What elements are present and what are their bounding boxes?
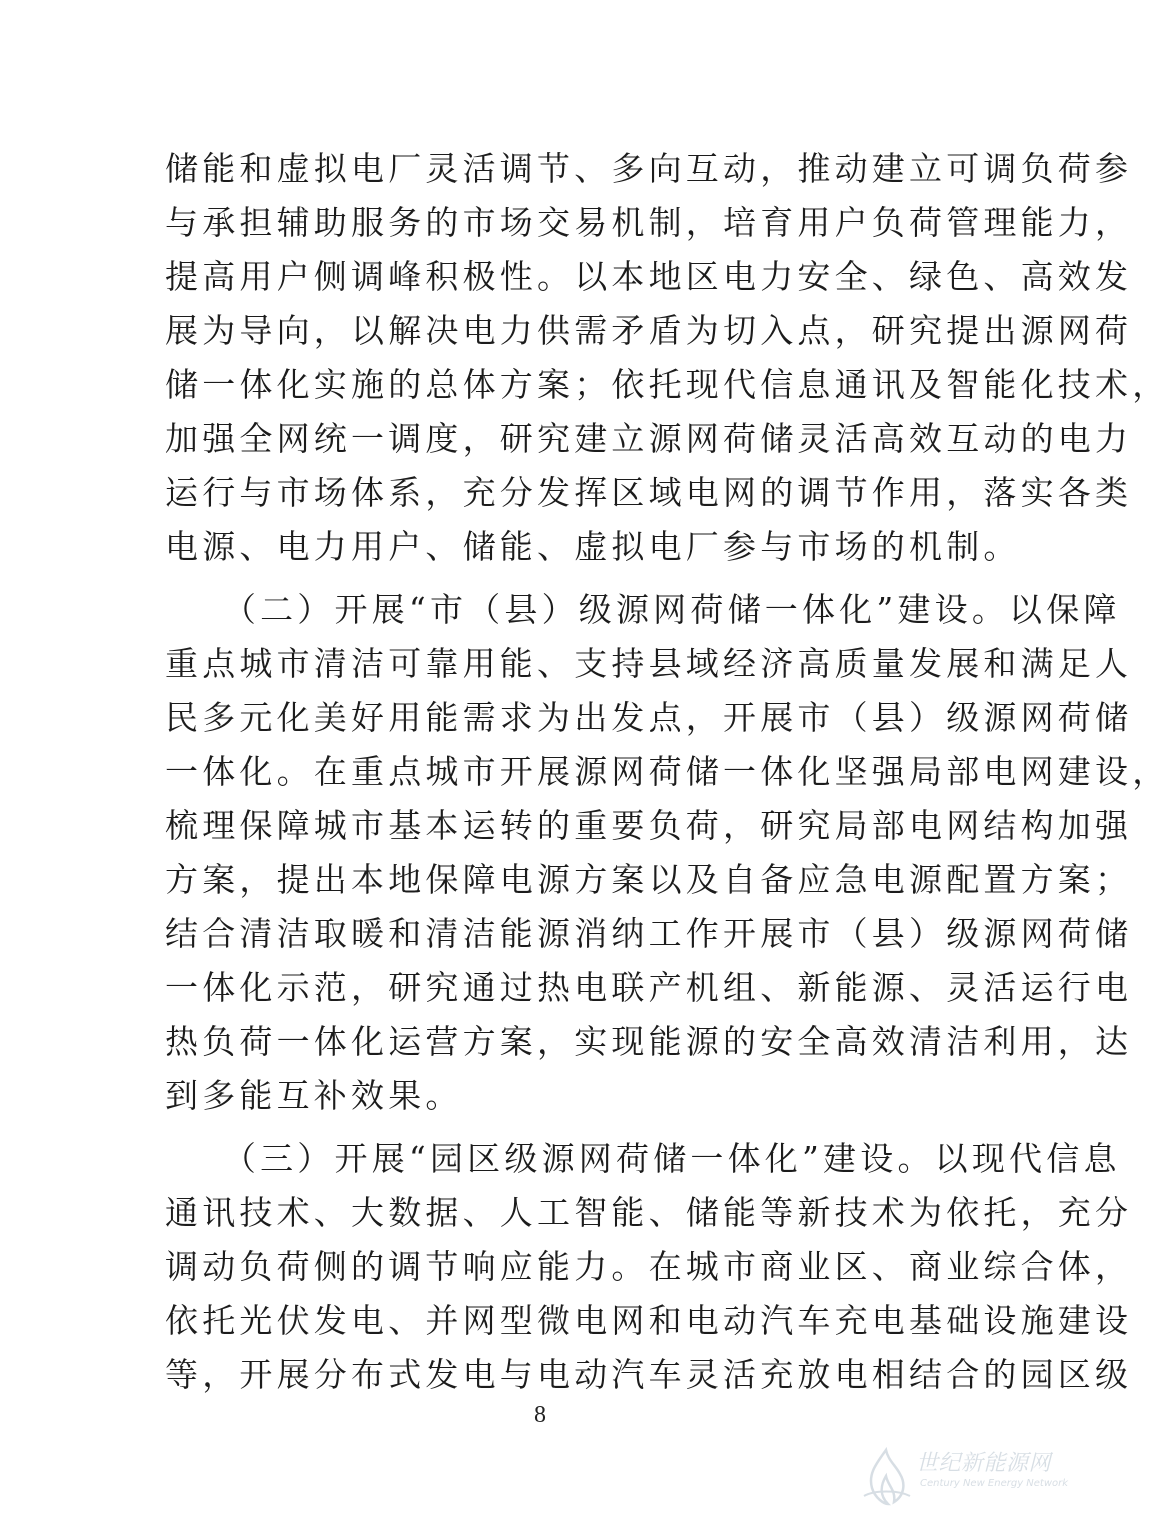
text-line: 调动负荷侧的调节响应能力。在城市商业区、商业综合体， — [165, 1247, 1133, 1286]
text-line: 运行与市场体系，充分发挥区域电网的调节作用，落实各类 — [165, 473, 1133, 512]
text-line: 方案，提出本地保障电源方案以及自备应急电源配置方案； — [165, 860, 1133, 899]
text-line: 一体化。在重点城市开展源网荷储一体化坚强局部电网建设， — [165, 752, 1169, 791]
text-line: 依托光伏发电、并网型微电网和电动汽车充电基础设施建设 — [165, 1301, 1133, 1340]
watermark-title: 世纪新能源网 — [916, 1451, 1052, 1476]
text-line: 梳理保障城市基本运转的重要负荷，研究局部电网结构加强 — [165, 806, 1133, 845]
text-line: 热负荷一体化运营方案，实现能源的安全高效清洁利用，达 — [165, 1022, 1133, 1061]
text-line: 民多元化美好用能需求为出发点，开展市（县）级源网荷储 — [165, 698, 1133, 737]
text-line: 储能和虚拟电厂灵活调节、多向互动，推动建立可调负荷参 — [165, 149, 1133, 188]
text-line: 与承担辅助服务的市场交易机制，培育用户负荷管理能力， — [165, 203, 1133, 242]
watermark — [858, 1442, 1068, 1512]
page-number: 8 — [534, 1402, 546, 1428]
text-line: 一体化示范，研究通过热电联产机组、新能源、灵活运行电 — [165, 968, 1133, 1007]
text-line: 储一体化实施的总体方案；依托现代信息通讯及智能化技术， — [165, 365, 1169, 404]
flame-logo-icon — [858, 1446, 914, 1508]
text-line: 电源、电力用户、储能、虚拟电厂参与市场的机制。 — [165, 527, 1021, 566]
body-text — [165, 142, 1169, 1402]
text-line: 加强全网统一调度，研究建立源网荷储灵活高效互动的电力 — [165, 419, 1133, 458]
section-heading-line: （三）开展“园区级源网荷储一体化”建设。以现代信息 — [165, 1139, 1121, 1178]
text-line: 等，开展分布式发电与电动汽车灵活充放电相结合的园区级 — [165, 1355, 1133, 1394]
section-heading-line: （二）开展“市（县）级源网荷储一体化”建设。以保障 — [165, 590, 1121, 629]
text-line: 重点城市清洁可靠用能、支持县域经济高质量发展和满足人 — [165, 644, 1133, 683]
watermark-subtitle: Century New Energy Network — [920, 1478, 1069, 1489]
text-line: 到多能互补效果。 — [165, 1076, 463, 1115]
text-line: 展为导向，以解决电力供需矛盾为切入点，研究提出源网荷 — [165, 311, 1133, 350]
text-line: 提高用户侧调峰积极性。以本地区电力安全、绿色、高效发 — [165, 257, 1133, 296]
text-line: 结合清洁取暖和清洁能源消纳工作开展市（县）级源网荷储 — [165, 914, 1133, 953]
text-line: 通讯技术、大数据、人工智能、储能等新技术为依托，充分 — [165, 1193, 1133, 1232]
